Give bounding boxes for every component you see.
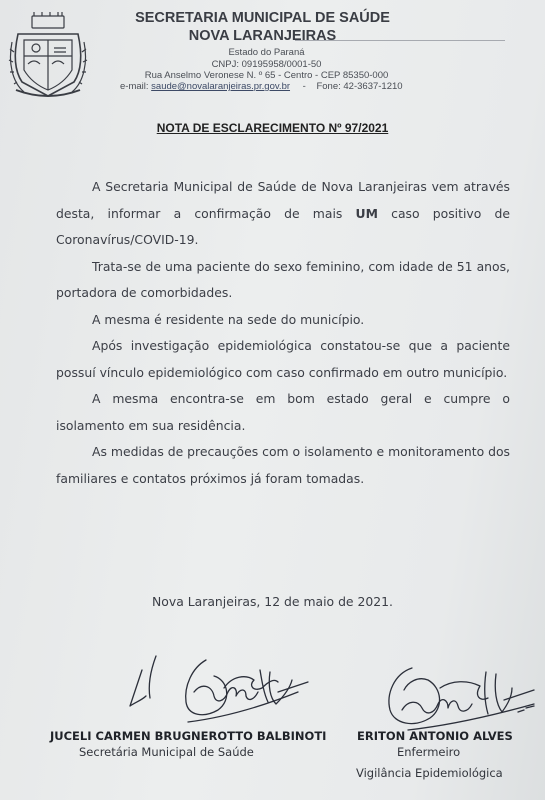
contact-separator: - [302,81,306,92]
signatory-2-name: ERITON ANTONIO ALVES [357,729,513,743]
cnpj-line: CNPJ: 09195958/0001-50 [211,59,322,70]
paragraph-1-text-a: A Secretaria Municipal de Saúde de Nova Laranjeiras vem através desta, informar a confirmação de mais [56,179,510,221]
phone-number: Fone: 42-3637-1210 [316,81,403,92]
paragraph-6: As medidas de precauções com o isolamento e monitoramento dos familiares e contatos próximos já foram tomadas. [56,444,510,486]
case-count-emphasis: UM [355,205,378,221]
email-link[interactable]: saude@novalaranjeiras.pr.gov.br [151,81,291,92]
paragraph-3: A mesma é residente na sede do município. [92,311,365,327]
state-line: Estado do Paraná [228,47,305,58]
signatory-1-role: Secretária Municipal de Saúde [79,745,254,759]
city-name: NOVA LARANJEIRAS [188,28,337,44]
contact-line [120,81,403,92]
paragraph-1 [56,174,510,254]
paragraph-4: Após investigação epidemiológica constatou-se que a paciente possuí vínculo epidemiológico com caso confirmado em outro município. [56,338,510,380]
document-title: NOTA DE ESCLARECIMENTO Nº 97/2021 [156,121,389,135]
signatory-1-name: JUCELI CARMEN BRUGNEROTTO BALBINOTI [50,729,327,743]
paragraph-1-text-b: caso positivo de Coronavírus/COVID-19. [56,205,510,247]
address-line: Rua Anselmo Veronese N. º 65 - Centro - CEP 85350-000 [144,70,389,81]
paragraph-5: A mesma encontra-se em bom estado geral e cumpre o isolamento em sua residência. [56,391,510,433]
email-label: e-mail: [120,81,149,92]
signature-1-handwriting [128,652,313,737]
signatory-2-department: Vigilância Epidemiológica [356,766,503,780]
signatory-2-role: Enfermeiro [397,745,461,759]
date-line: Nova Laranjeiras, 12 de maio de 2021. [152,594,393,609]
signature-2-handwriting [384,660,542,740]
header-divider [295,40,505,41]
document-body [56,174,510,492]
paragraph-2: Trata-se de uma paciente do sexo feminino, com idade de 51 anos, portadora de comorbidades. [56,258,510,300]
organization-name: SECRETARIA MUNICIPAL DE SAÚDE [135,10,390,26]
